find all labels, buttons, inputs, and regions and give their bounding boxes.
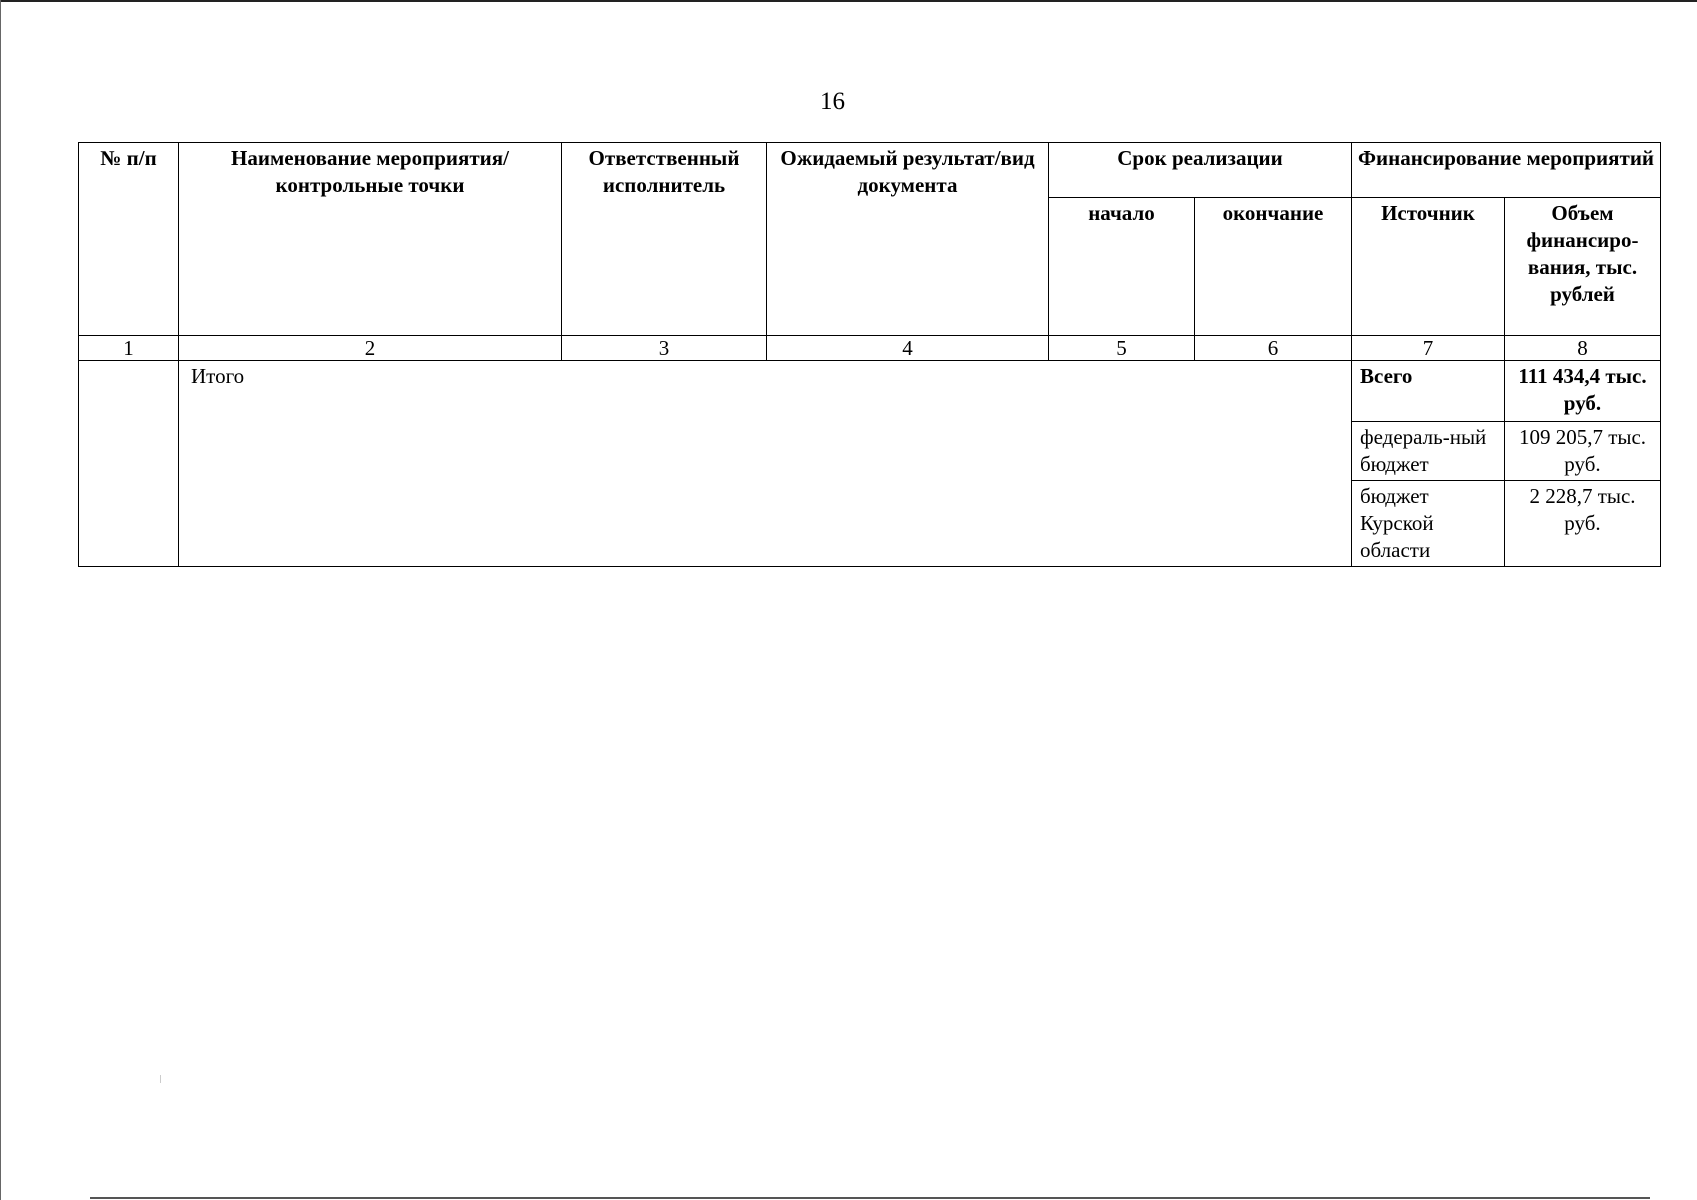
funding-source-regional: бюджет Курской области bbox=[1352, 481, 1505, 567]
column-number: 6 bbox=[1195, 336, 1352, 361]
activity-plan-table bbox=[78, 142, 1661, 567]
column-number: 1 bbox=[79, 336, 179, 361]
funding-source-total: Всего bbox=[1352, 361, 1505, 422]
scan-edge-bottom bbox=[90, 1197, 1650, 1199]
column-number: 4 bbox=[767, 336, 1049, 361]
scan-edge-left bbox=[0, 0, 1, 1200]
column-number: 5 bbox=[1049, 336, 1195, 361]
header-implementation-period: Срок реализации bbox=[1049, 143, 1352, 198]
scan-dust-mark bbox=[160, 1075, 161, 1083]
header-activity-name: Наименование мероприятия/ контрольные точки bbox=[179, 143, 562, 336]
funding-amount-regional: 2 228,7 тыс. руб. bbox=[1505, 481, 1661, 567]
total-row-all bbox=[79, 361, 1661, 422]
funding-source-federal: федераль-ный бюджет bbox=[1352, 422, 1505, 481]
header-number: № п/п bbox=[79, 143, 179, 336]
header-end: окончание bbox=[1195, 198, 1352, 336]
column-number: 8 bbox=[1505, 336, 1661, 361]
column-number: 7 bbox=[1352, 336, 1505, 361]
header-start: начало bbox=[1049, 198, 1195, 336]
column-number: 2 bbox=[179, 336, 562, 361]
funding-amount-federal: 109 205,7 тыс. руб. bbox=[1505, 422, 1661, 481]
column-number: 3 bbox=[562, 336, 767, 361]
total-number-cell bbox=[79, 361, 179, 567]
total-label: Итого bbox=[179, 361, 1352, 567]
page-number: 16 bbox=[820, 88, 845, 115]
funding-amount-total: 111 434,4 тыс. руб. bbox=[1505, 361, 1661, 422]
column-number-row bbox=[79, 336, 1661, 361]
header-expected-result: Ожидаемый результат/вид документа bbox=[767, 143, 1049, 336]
header-responsible: Ответственный исполнитель bbox=[562, 143, 767, 336]
header-row-top bbox=[79, 143, 1661, 198]
header-funding: Финансирование мероприятий bbox=[1352, 143, 1661, 198]
header-funding-volume: Объем финансиро-вания, тыс. рублей bbox=[1505, 198, 1661, 336]
header-funding-source: Источник bbox=[1352, 198, 1505, 336]
scan-edge-top bbox=[0, 0, 1697, 2]
